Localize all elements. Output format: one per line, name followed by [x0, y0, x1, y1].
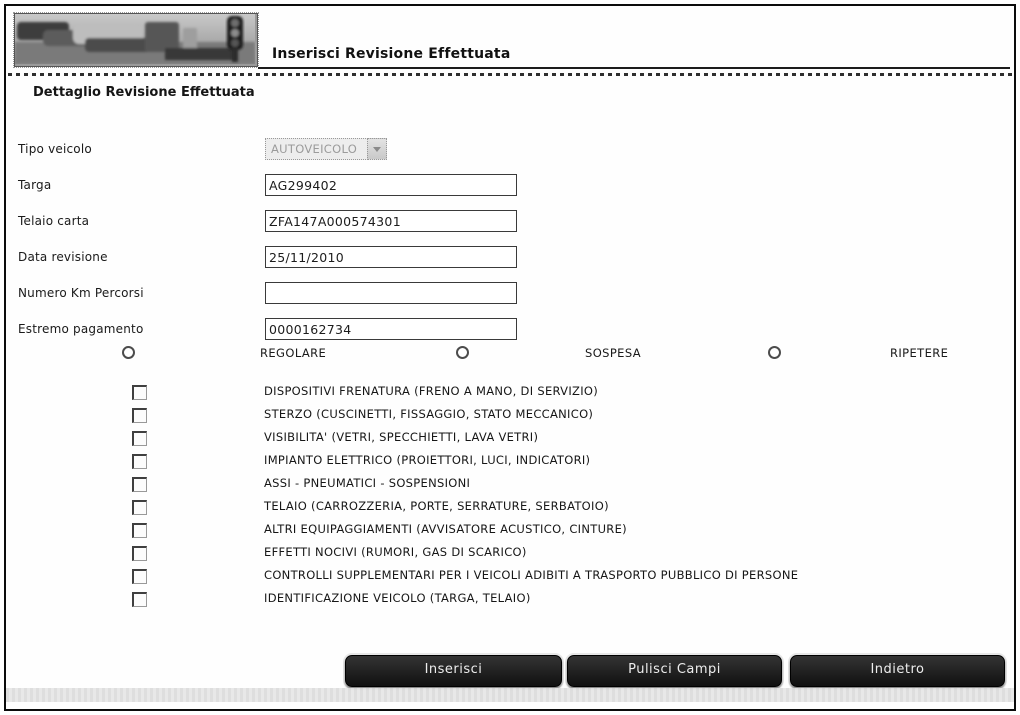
field-label: Estremo pagamento — [18, 322, 144, 336]
checklist-label: CONTROLLI SUPPLEMENTARI PER I VEICOLI ADIBITI A TRASPORTO PUBBLICO DI PERSONE — [264, 568, 799, 582]
outcome-label-regolare: REGOLARE — [260, 346, 327, 360]
field-label: Numero Km Percorsi — [18, 286, 144, 300]
checklist-label: DISPOSITIVI FRENATURA (FRENO A MANO, DI SERVIZIO) — [264, 384, 599, 398]
checklist-row — [132, 522, 992, 545]
footer-strip — [6, 688, 1014, 702]
outcome-radio-sospesa[interactable] — [456, 346, 469, 359]
checkbox[interactable] — [132, 569, 147, 584]
section-title: Dettaglio Revisione Effettuata — [33, 85, 255, 100]
field-label: Targa — [18, 178, 52, 192]
checklist-label: TELAIO (CARROZZERIA, PORTE, SERRATURE, SERBATOIO) — [264, 499, 609, 513]
data-revisione-input[interactable] — [265, 246, 517, 268]
header-photo — [14, 13, 258, 67]
outcome-radio-ripetere[interactable] — [768, 346, 781, 359]
checklist-row — [132, 384, 992, 407]
checklist-label: ALTRI EQUIPAGGIAMENTI (AVVISATORE ACUSTICO, CINTURE) — [264, 522, 627, 536]
numero-km-percorsi-input[interactable] — [265, 282, 517, 304]
checklist-row — [132, 407, 992, 430]
pulisci-campi-button[interactable]: Pulisci Campi — [567, 655, 782, 687]
checklist-label: IDENTIFICAZIONE VEICOLO (TARGA, TELAIO) — [264, 591, 531, 605]
page-frame — [4, 4, 1016, 711]
checklist-row — [132, 476, 992, 499]
field-row-data-revisione — [18, 242, 738, 278]
tipo-veicolo-select[interactable] — [265, 138, 368, 160]
field-label: Tipo veicolo — [18, 142, 92, 156]
checkbox[interactable] — [132, 477, 147, 492]
outcome-radio-regolare[interactable] — [122, 346, 135, 359]
chevron-down-icon[interactable] — [367, 138, 387, 160]
field-row-numero-km-percorsi — [18, 278, 738, 314]
field-row-tipo-veicolo — [18, 134, 738, 170]
telaio-carta-input[interactable] — [265, 210, 517, 232]
checklist-row — [132, 568, 992, 591]
checklist-label: IMPIANTO ELETTRICO (PROIETTORI, LUCI, INDICATORI) — [264, 453, 591, 467]
checklist-row — [132, 591, 992, 614]
checkbox[interactable] — [132, 431, 147, 446]
form-fields — [18, 134, 738, 350]
checkbox[interactable] — [132, 523, 147, 538]
targa-input[interactable] — [265, 174, 517, 196]
field-label: Data revisione — [18, 250, 108, 264]
checkbox[interactable] — [132, 408, 147, 423]
checkbox[interactable] — [132, 385, 147, 400]
checklist-label: STERZO (CUSCINETTI, FISSAGGIO, STATO MECCANICO) — [264, 407, 594, 421]
outcome-label-sospesa: SOSPESA — [585, 346, 642, 360]
checklist-label: EFFETTI NOCIVI (RUMORI, GAS DI SCARICO) — [264, 545, 527, 559]
field-label: Telaio carta — [18, 214, 90, 228]
checklist-row — [132, 430, 992, 453]
checkbox[interactable] — [132, 454, 147, 469]
checkbox[interactable] — [132, 592, 147, 607]
title-underline — [258, 67, 1010, 69]
field-row-targa — [18, 170, 738, 206]
checklist-row — [132, 453, 992, 476]
dotted-separator — [8, 73, 1012, 76]
outcome-label-ripetere: RIPETERE — [890, 346, 949, 360]
inspection-checklist — [132, 384, 992, 614]
field-row-telaio-carta — [18, 206, 738, 242]
checklist-row — [132, 499, 992, 522]
inserisci-button[interactable]: Inserisci — [345, 655, 562, 687]
checklist-row — [132, 545, 992, 568]
checklist-label: ASSI - PNEUMATICI - SOSPENSIONI — [264, 476, 471, 490]
vehicles-photo-illustration — [15, 14, 255, 64]
indietro-button[interactable]: Indietro — [790, 655, 1005, 687]
checkbox[interactable] — [132, 546, 147, 561]
select-value: AUTOVEICOLO — [271, 142, 358, 156]
checklist-label: VISIBILITA' (VETRI, SPECCHIETTI, LAVA VETRI) — [264, 430, 539, 444]
page-title: Inserisci Revisione Effettuata — [272, 46, 511, 62]
field-row-estremo-pagamento — [18, 314, 738, 350]
estremo-pagamento-input[interactable] — [265, 318, 517, 340]
checkbox[interactable] — [132, 500, 147, 515]
